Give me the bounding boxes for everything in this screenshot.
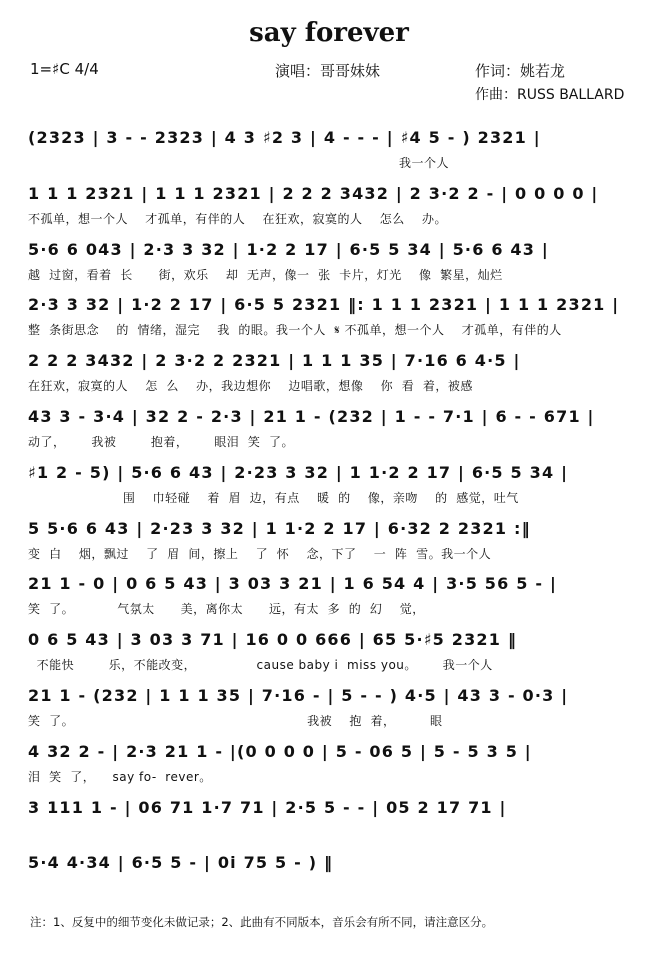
notation-line: 4 32 2 - | 2·3 21 1 - |(0 0 0 0 | 5 - 06 5 | 5 - 5 3 5 | <box>28 741 532 761</box>
score-system <box>28 180 636 236</box>
lyric-line: 越 过窗，看着 长 街，欢乐 却 无声，像一 张 卡片，灯光 像 繁星，灿烂 <box>28 267 503 282</box>
lyric-line <box>28 877 636 899</box>
score-system <box>28 682 636 738</box>
lyric-line: 整 条街思念 的 情绪，湿完 我 的眼。我一个人 𝄋 不孤单，想一个人 才孤单，有伴的人 <box>28 323 562 338</box>
notation-line: 2·3 3 32 | 1·2 2 17 | 6·5 5 2321 ‖: 1 1 1 2321 | 1 1 1 2321 | <box>28 295 620 315</box>
lyric-line: 我一个人 <box>28 156 450 170</box>
notation-line: 5·4 4·34 | 6·5 5 - | 0i 75 5 - ) ‖ <box>28 853 334 873</box>
score-system <box>28 626 636 682</box>
notation-line: 2 2 2 3432 | 2 3·2 2 2321 | 1 1 1 35 | 7·16 6 4·5 | <box>28 351 521 371</box>
lyric-line: 围 巾轻碰 着 眉 边，有点 暖 的 像，亲吻 的 感觉，吐气 <box>28 490 519 505</box>
notation-line: (2323 | 3 - - 2323 | 4 3 ♯2 3 | 4 - - - | ♯4 5 - ) 2321 | <box>28 128 541 147</box>
notation-line: 3 111 1 - | 06 71 1·7 71 | 2·5 5 - - | 05 2 17 71 | <box>28 797 507 817</box>
score-system <box>28 403 636 459</box>
lyric-line: 泪 笑 了， say fo- rever。 <box>28 769 212 784</box>
song-title: say forever <box>249 18 409 48</box>
lyric-line <box>28 822 636 844</box>
lyric-line: 变 白 烟，飘过 了 眉 间，擦上 了 怀 念，下了 一 阵 雪。我一个人 <box>28 546 492 561</box>
lyric-line: 笑 了。 我被 抱 着， 眼 <box>28 713 443 728</box>
notation-line: ♯1 2 - 5) | 5·6 6 43 | 2·23 3 32 | 1 1·2 2 17 | 6·5 5 34 | <box>28 462 569 482</box>
lyric-line: 不孤单，想一个人 才孤单，有伴的人 在狂欢，寂寞的人 怎么 办。 <box>28 211 448 226</box>
notation-line: 1 1 1 2321 | 1 1 1 2321 | 2 2 2 3432 | 2 3·2 2 - | 0 0 0 0 | <box>28 183 599 203</box>
lyric-line: 笑 了。 气氛太 美，离你太 远，有太 多 的 幻 觉， <box>28 602 425 617</box>
key-signature: 1=♯C 4/4 <box>30 60 99 78</box>
notation-line: 0 6 5 43 | 3 03 3 71 | 16 0 0 666 | 65 5·♯5 2321 ‖ <box>28 630 518 650</box>
notation-line: 5 5·6 6 43 | 2·23 3 32 | 1 1·2 2 17 | 6·32 2 2321 :‖ <box>28 518 531 538</box>
lyric-line: 动了， 我被 抱着， 眼泪 笑 了。 <box>28 434 295 449</box>
score-system <box>28 124 636 180</box>
score-system <box>28 794 636 850</box>
score-system <box>28 738 636 794</box>
score <box>28 124 636 905</box>
lyric-line: 不能快 乐，不能改变， cause baby i miss you。 我一个人 <box>28 658 493 673</box>
composer-credit: 作曲：RUSS BALLARD <box>475 87 625 103</box>
score-system <box>28 291 636 347</box>
score-system <box>28 515 636 571</box>
notation-line: 21 1 - (232 | 1 1 1 35 | 7·16 - | 5 - - ) 4·5 | 43 3 - 0·3 | <box>28 685 569 705</box>
score-system <box>28 347 636 403</box>
notation-line: 5·6 6 043 | 2·3 3 32 | 1·2 2 17 | 6·5 5 34 | 5·6 6 43 | <box>28 239 549 259</box>
lyricist-credit: 作词：姚若龙 <box>475 62 566 80</box>
notation-line: 43 3 - 3·4 | 32 2 - 2·3 | 21 1 - (232 | 1 - - 7·1 | 6 - - 671 | <box>28 406 595 426</box>
score-system <box>28 459 636 515</box>
score-system <box>28 849 636 905</box>
footnote: 注：1、反复中的细节变化未做记录；2、此曲有不同版本，音乐会有所不同，请注意区分。 <box>30 915 494 929</box>
lyric-line: 在狂欢，寂寞的人 怎 么 办，我边想你 边唱歌，想像 你 看 着，被感 <box>28 379 473 394</box>
score-system <box>28 570 636 626</box>
notation-line: 21 1 - 0 | 0 6 5 43 | 3 03 3 21 | 1 6 54 4 | 3·5 56 5 - | <box>28 574 557 594</box>
singer-credit: 演唱：哥哥妹妹 <box>275 62 381 80</box>
score-system <box>28 236 636 292</box>
